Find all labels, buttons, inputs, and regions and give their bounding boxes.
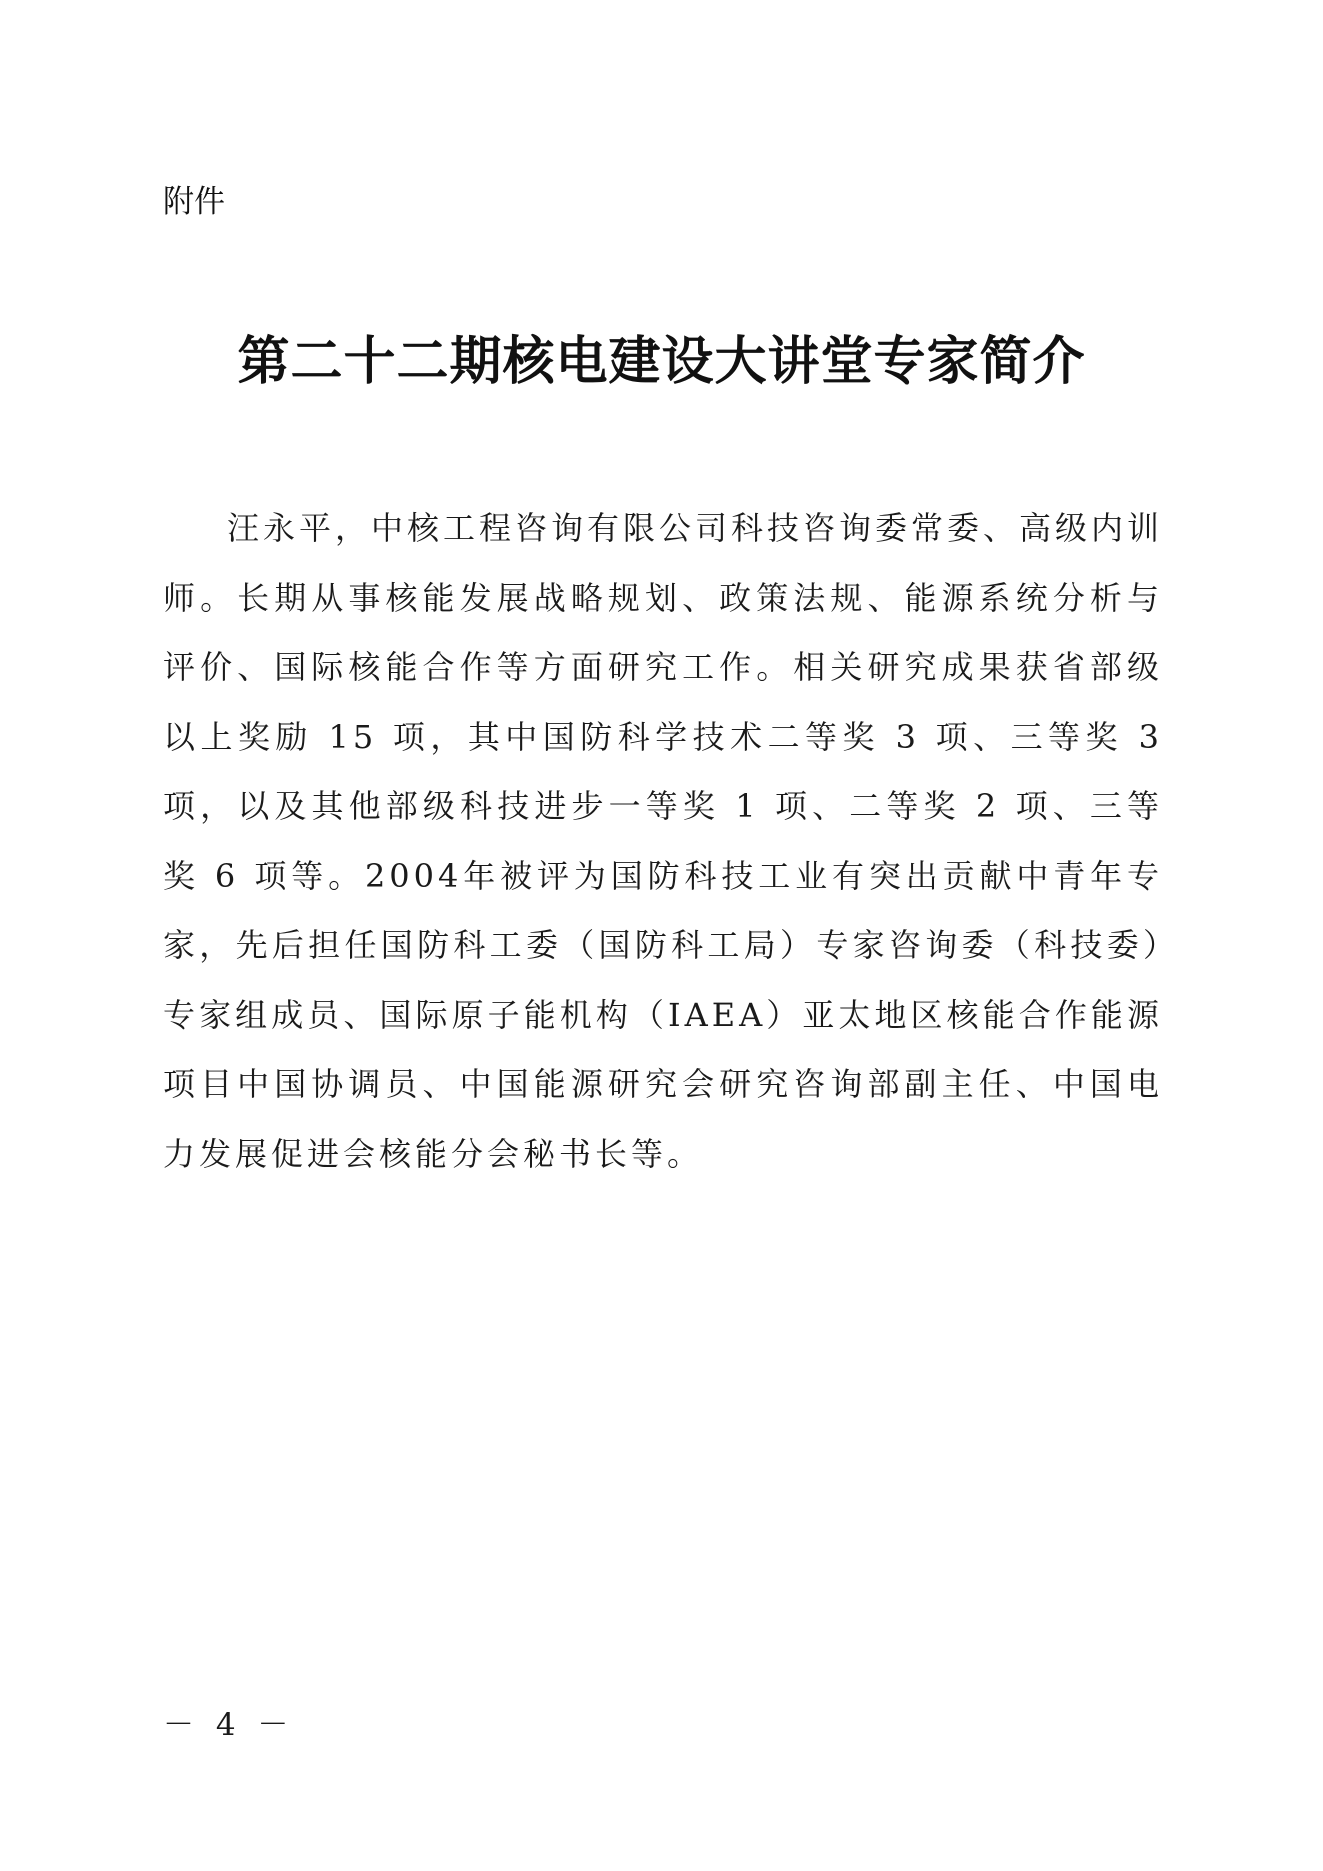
- page-number: － 4 －: [163, 1707, 295, 1743]
- attachment-label: 附件: [163, 184, 225, 220]
- expert-bio-paragraph: 汪永平，中核工程咨询有限公司科技咨询委常委、高级内训师。长期从事核能发展战略规划、政策法规、能源系统分析与评价、国际核能合作等方面研究工作。相关研究成果获省部级以上奖励 15 项，其中国防科学技术二等奖 3 项、三等奖 3 项，以及其他部级科技进步一等奖 1 项、二等奖 2 项、三等奖 6 项等。2004年被评为国防科技工业有突出贡献中青年专家，先后担任国防科工委（国防科工局）专家咨询委（科技委）专家组成员、国际原子能机构（IAEA）亚太地区核能合作能源项目中国协调员、中国能源研究会研究咨询部副主任、中国电力发展促进会核能分会秘书长等。: [163, 509, 1164, 1173]
- document-title: 第二十二期核电建设大讲堂专家简介: [237, 331, 1086, 392]
